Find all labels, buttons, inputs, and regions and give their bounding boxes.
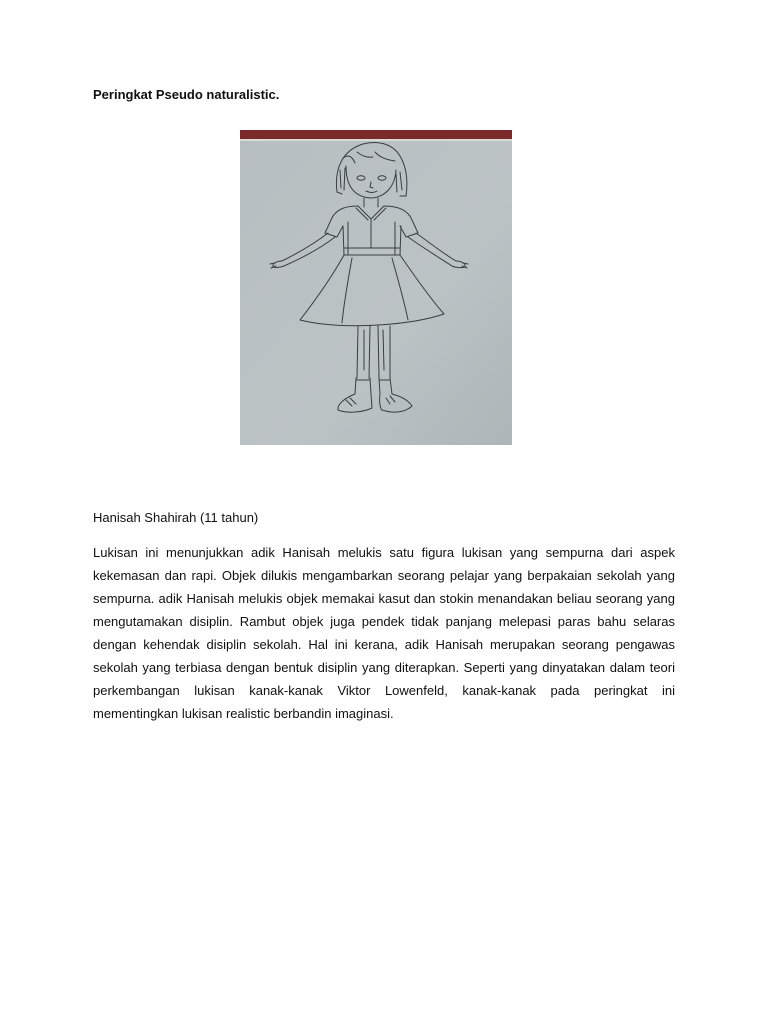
drawing-caption: Hanisah Shahirah (11 tahun) — [93, 510, 259, 525]
page-heading: Peringkat Pseudo naturalistic. — [93, 87, 280, 102]
drawing-photo — [240, 130, 512, 445]
body-paragraph: Lukisan ini menunjukkan adik Hanisah melukis satu figura lukisan yang sempurna dari aspek kekemasan dan rapi. Objek dilukis mengambarkan seorang pelajar yang berpakaian sekolah yang sempurna. adik Hanisah melukis objek memakai kasut dan stokin menandakan beliau seorang yang mengutamakan disiplin. Rambut objek juga pendek tidak panjang melepasi paras bahu selaras dengan kehendak disiplin sekolah. Hal ini kerana, adik Hanisah merupakan seorang pengawas sekolah yang terbiasa dengan bentuk disiplin yang diterapkan. Seperti yang dinyatakan dalam teori perkembangan lukisan kanak-kanak Viktor Lowenfeld, kanak-kanak pada peringkat ini mementingkan lukisan realistic berbandin imaginasi. — [93, 545, 675, 721]
